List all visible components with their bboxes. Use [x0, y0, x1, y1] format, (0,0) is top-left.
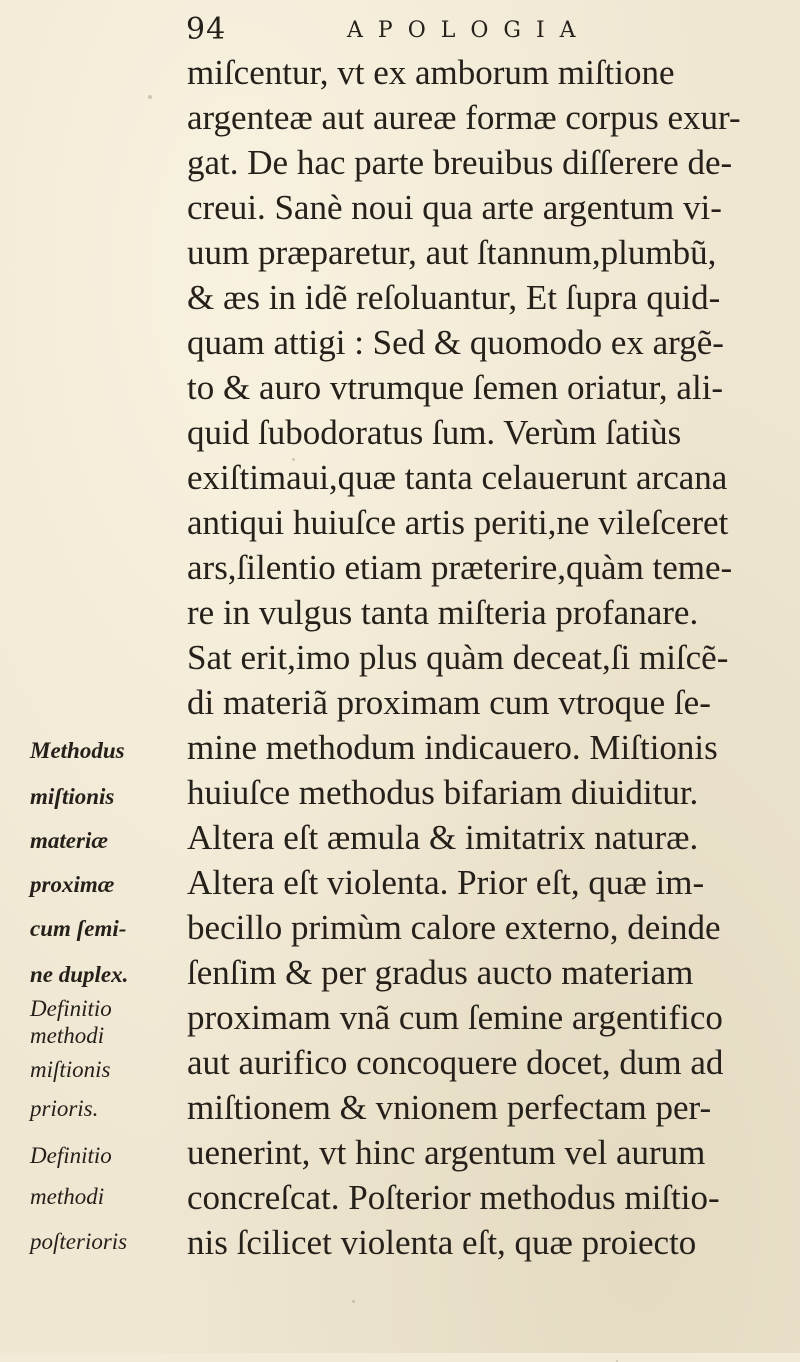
page-header — [0, 8, 800, 48]
text-line: quid ſubodoratus ſum. Verùm ſatiùs — [187, 413, 682, 452]
text-line: miſcentur, vt ex amborum miſtione — [187, 53, 675, 92]
margin-note: Definitio — [30, 996, 112, 1021]
text-line: antiqui huiuſce artis periti,ne vileſceret — [187, 503, 729, 542]
text-line: quam attigi : Sed & quomodo ex argẽ- — [187, 323, 724, 362]
text-line: creui. Sanè noui qua arte argentum vi- — [187, 188, 722, 227]
text-line: becillo primùm calore externo, deinde — [187, 908, 721, 947]
text-line: Altera eſt æmula & imitatrix naturæ. — [187, 818, 699, 857]
text-line: Sat erit,imo plus quàm deceat,ſi miſcẽ- — [187, 638, 729, 677]
paper-speck — [292, 458, 295, 461]
margin-note: proximæ — [30, 872, 115, 897]
text-line: exiſtimaui,quæ tanta celauerunt arcana — [187, 458, 728, 497]
paper-speck — [352, 1300, 355, 1303]
text-line: re in vulgus tanta miſteria profanare. — [187, 593, 699, 632]
text-line: uenerint, vt hinc argentum vel aurum — [187, 1133, 706, 1172]
text-line: argenteæ aut aureæ formæ corpus exur- — [187, 98, 741, 137]
text-line: concreſcat. Poſterior methodus miſtio- — [187, 1178, 720, 1217]
margin-note: miſtionis — [30, 784, 115, 809]
margin-note: methodi — [30, 1184, 105, 1209]
page-number: 94 — [186, 12, 227, 47]
margin-note: poſterioris — [30, 1229, 128, 1254]
text-line: uum præparetur, aut ſtannum,plumbũ, — [187, 233, 717, 272]
margin-note: methodi — [30, 1023, 105, 1048]
paper-speck — [148, 95, 152, 99]
text-line: nis ſcilicet violenta eſt, quæ proiecto — [187, 1223, 697, 1262]
text-line: Altera eſt violenta. Prior eſt, quæ im- — [187, 863, 705, 902]
text-line: proximam vnã cum ſemine argentifico — [187, 998, 723, 1037]
text-line: to & auro vtrumque ſemen oriatur, ali- — [187, 368, 724, 407]
margin-note: Methodus — [30, 738, 125, 763]
text-line: ars,ſilentio etiam præterire,quàm teme- — [187, 548, 733, 587]
margin-note: Definitio — [30, 1143, 112, 1168]
text-line: mine methodum indicauero. Miſtionis — [187, 728, 718, 767]
text-line: aut aurifico concoquere docet, dum ad — [187, 1043, 724, 1082]
text-line: huiuſce methodus bifariam diuiditur. — [187, 773, 699, 812]
text-line: di materiã proximam cum vtroque ſe- — [187, 683, 711, 722]
text-line: & æs in idẽ reſoluantur, Et ſupra quid- — [187, 278, 721, 317]
margin-note: cum ſemi- — [30, 916, 127, 941]
running-head: APOLOGIA — [347, 18, 591, 43]
text-line: miſtionem & vnionem perfectam per- — [187, 1088, 712, 1127]
margin-note: ne duplex. — [30, 962, 129, 987]
margin-note: prioris. — [30, 1096, 99, 1121]
margin-note: materiæ — [30, 828, 108, 853]
text-line: gat. De hac parte breuibus diſſerere de- — [187, 143, 733, 182]
text-line: ſenſim & per gradus aucto materiam — [187, 953, 694, 992]
margin-note: miſtionis — [30, 1057, 111, 1082]
